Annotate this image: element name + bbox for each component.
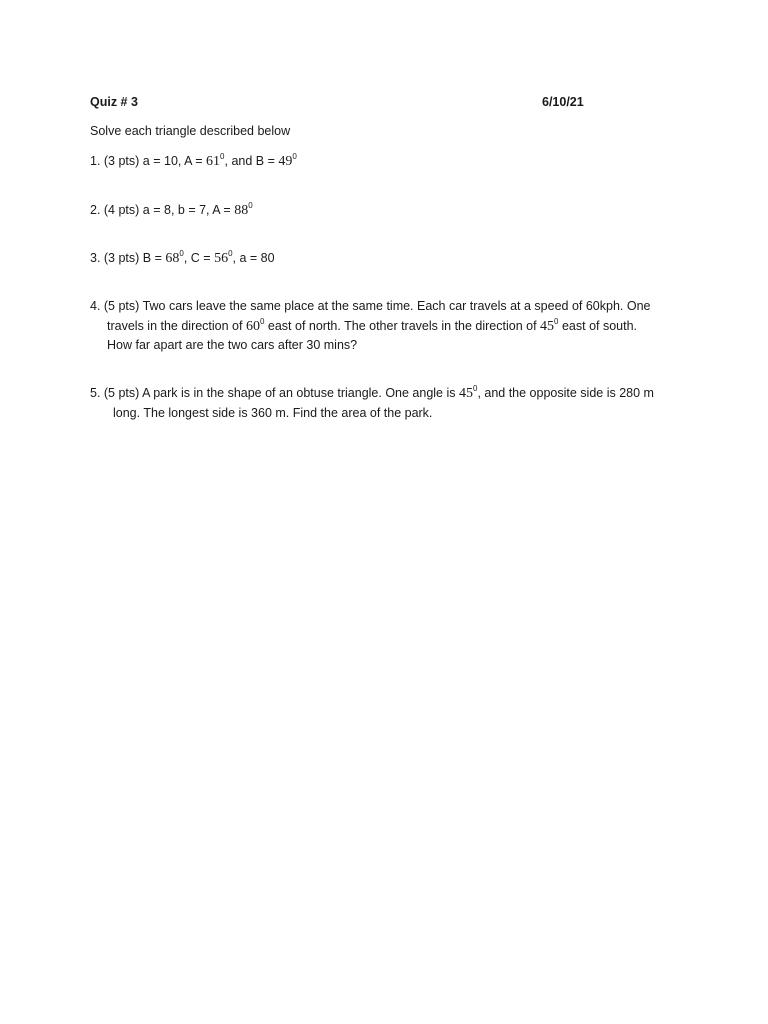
- problem-5-degree: 0: [472, 384, 478, 393]
- problem-3-text-a: 3. (3 pts) B =: [90, 251, 166, 265]
- problem-4-line-1: 4. (5 pts) Two cars leave the same place at the same time. Each car travels at a speed of 60kph. One: [90, 299, 651, 313]
- problem-2-degree-a: 0: [248, 201, 253, 210]
- problem-3-text-c: , a = 80: [232, 251, 275, 265]
- instructions: Solve each triangle described below: [90, 124, 291, 138]
- quiz-title: Quiz # 3: [90, 95, 138, 109]
- problem-3-degree-a: 0: [179, 249, 184, 258]
- problem-2-text-a: 2. (4 pts) a = 8, b = 7, A =: [90, 203, 235, 217]
- problem-5-text-b: , and the opposite side is 280 m: [477, 386, 654, 400]
- problem-1-text-b: , and B =: [224, 154, 279, 168]
- problem-3-angle-b: 56: [214, 251, 229, 266]
- problem-1-degree-a: 0: [220, 152, 225, 161]
- quiz-date: 6/10/21: [542, 95, 584, 109]
- problem-4-line-3: How far apart are the two cars after 30 mins?: [107, 338, 358, 352]
- problem-1-text-a: 1. (3 pts) a = 10, A =: [90, 154, 207, 168]
- problem-2-angle-a: 88: [234, 203, 249, 218]
- problem-4-text-b: east of north. The other travels in the direction of: [264, 319, 541, 333]
- problem-1-angle-a: 61: [206, 154, 221, 169]
- problem-4-angle-a: 60: [245, 319, 260, 334]
- problem-4-text-a: travels in the direction of: [107, 319, 246, 333]
- problem-5-text-a: 5. (5 pts) A park is in the shape of an obtuse triangle. One angle is: [90, 386, 459, 400]
- problem-5-line-2: long. The longest side is 360 m. Find the area of the park.: [113, 406, 433, 420]
- problem-4-angle-b: 45: [540, 319, 555, 334]
- problem-5-line-1: [90, 385, 654, 402]
- problem-3: [90, 250, 275, 267]
- problem-3-text-b: , C =: [183, 251, 215, 265]
- problem-3-degree-b: 0: [228, 249, 233, 258]
- problem-1-angle-b: 49: [278, 154, 293, 169]
- problem-1: [90, 153, 297, 170]
- problem-4-degree-a: 0: [259, 317, 265, 326]
- problem-1-degree-b: 0: [292, 152, 297, 161]
- problem-3-angle-a: 68: [165, 251, 180, 266]
- problem-4-degree-b: 0: [554, 317, 559, 326]
- problem-4-text-c: east of south.: [558, 319, 638, 333]
- problem-5-angle: 45: [458, 386, 473, 401]
- problem-4-line-2: [107, 318, 637, 335]
- problem-2: [90, 202, 253, 219]
